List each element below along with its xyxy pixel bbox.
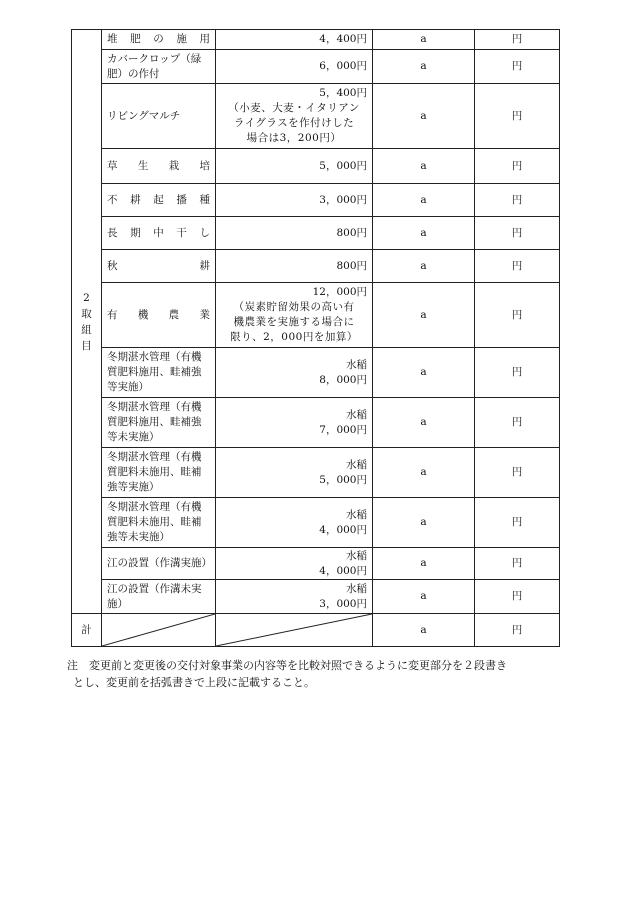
unit-rate: 5，000円	[319, 159, 367, 172]
unit-rate: 水稲	[346, 358, 367, 371]
category-label	[80, 290, 94, 354]
area-unit: a	[373, 614, 475, 647]
yen-unit: 円	[475, 580, 560, 614]
unit-rate: 5，400円	[319, 87, 367, 99]
activity-name: 秋耕	[102, 250, 216, 283]
area-unit: a	[373, 498, 475, 548]
category-cell	[72, 30, 102, 614]
table-row	[72, 548, 560, 580]
unit-rate-cell	[216, 498, 373, 548]
yen-unit: 円	[475, 448, 560, 498]
unit-rate: 4，400円	[319, 33, 367, 45]
area-unit: a	[373, 30, 475, 50]
diagonal-blank-cell	[102, 614, 216, 647]
total-row	[72, 614, 560, 647]
unit-rate-cell	[216, 348, 373, 398]
activity-name: 冬期湛水管理（有機質肥料施用、畦補強等実施）	[102, 348, 216, 398]
table-row	[72, 84, 560, 149]
unit-rate-cell	[216, 184, 373, 217]
unit-rate-cell	[216, 448, 373, 498]
activity-name: 冬期湛水管理（有機質肥料未施用、畦補強等実施）	[102, 448, 216, 498]
unit-rate-cell	[216, 149, 373, 184]
unit-rate: 6，000円	[319, 60, 367, 72]
area-unit: a	[373, 149, 475, 184]
area-unit: a	[373, 448, 475, 498]
unit-rate: 800円	[336, 259, 367, 272]
area-unit: a	[373, 580, 475, 614]
unit-rate: 12，000円	[312, 286, 367, 298]
table-row	[72, 184, 560, 217]
yen-unit: 円	[475, 548, 560, 580]
diagonal-line	[216, 614, 372, 646]
unit-rate-cell	[216, 50, 373, 84]
table-row	[72, 50, 560, 84]
activity-name: 草生栽培	[102, 149, 216, 184]
area-unit: a	[373, 50, 475, 84]
yen-unit: 円	[475, 283, 560, 348]
activity-name: 江の設置（作溝実施）	[102, 548, 216, 580]
category-text: 取組目	[81, 307, 92, 352]
yen-unit: 円	[475, 250, 560, 283]
category-number: 2	[83, 291, 90, 304]
activity-name: 堆肥の施用	[102, 30, 216, 50]
area-unit: a	[373, 283, 475, 348]
area-unit: a	[373, 184, 475, 217]
rate-note: 場合は3，200円）	[246, 132, 342, 144]
table-row	[72, 250, 560, 283]
activity-name: カバークロップ（緑肥）の作付	[102, 50, 216, 84]
unit-rate: 4，000円	[319, 523, 367, 536]
unit-rate-cell	[216, 250, 373, 283]
unit-rate: 水稲	[346, 458, 367, 471]
unit-rate-cell	[216, 30, 373, 50]
table-row	[72, 498, 560, 548]
activity-name: 江の設置（作溝未実施）	[102, 580, 216, 614]
activity-name: リビングマルチ	[102, 84, 216, 149]
unit-rate: 7，000円	[319, 423, 367, 436]
unit-rate: 水稲	[346, 582, 367, 595]
unit-rate: 水稲	[346, 508, 367, 521]
area-unit: a	[373, 84, 475, 149]
area-unit: a	[373, 348, 475, 398]
activity-name: 冬期湛水管理（有機質肥料未施用、畦補強等未実施）	[102, 498, 216, 548]
activity-name: 有機農業	[102, 283, 216, 348]
unit-rate: 3，000円	[319, 193, 367, 206]
diagonal-blank-cell	[216, 614, 373, 647]
table-row	[72, 217, 560, 250]
table-row	[72, 348, 560, 398]
diagonal-line	[102, 614, 215, 646]
activity-name: 長期中干し	[102, 217, 216, 250]
table-row	[72, 398, 560, 448]
footnote-line-1	[67, 657, 567, 674]
activity-name: 不耕起播種	[102, 184, 216, 217]
table-row	[72, 283, 560, 348]
footnote-mark: 注	[67, 659, 78, 672]
unit-rate-cell	[216, 580, 373, 614]
rate-note: ライグラスを作付けした	[233, 117, 355, 129]
rate-note: （炭素貯留効果の高い有	[233, 301, 355, 313]
total-label: 計	[72, 614, 102, 647]
yen-unit: 円	[475, 30, 560, 50]
unit-rate: 3，000円	[319, 597, 367, 610]
activity-name: 冬期湛水管理（有機質肥料施用、畦補強等未実施）	[102, 398, 216, 448]
rate-note: （小麦、大麦・イタリアン	[228, 102, 360, 114]
yen-unit: 円	[475, 398, 560, 448]
table-row	[72, 30, 560, 50]
unit-rate: 水稲	[346, 549, 367, 562]
unit-rate-cell	[216, 84, 373, 149]
footnote-text-1: 変更前と変更後の交付対象事業の内容等を比較対照できるように変更部分を２段書き	[89, 659, 507, 672]
yen-unit: 円	[475, 50, 560, 84]
area-unit: a	[373, 548, 475, 580]
yen-unit: 円	[475, 348, 560, 398]
table-row	[72, 448, 560, 498]
footnote	[67, 657, 567, 691]
unit-rate-cell	[216, 398, 373, 448]
unit-rate: 5，000円	[319, 473, 367, 486]
yen-unit: 円	[475, 498, 560, 548]
rate-note: 限り、2，000円を加算）	[230, 331, 358, 343]
unit-rate-cell	[216, 548, 373, 580]
subsidy-rate-table	[71, 29, 560, 647]
yen-unit: 円	[475, 149, 560, 184]
yen-unit: 円	[475, 217, 560, 250]
unit-rate: 水稲	[346, 408, 367, 421]
unit-rate-cell	[216, 283, 373, 348]
table-row	[72, 149, 560, 184]
area-unit: a	[373, 217, 475, 250]
unit-rate: 8，000円	[319, 373, 367, 386]
table-body	[72, 30, 560, 647]
unit-rate: 4，000円	[319, 564, 367, 577]
unit-rate: 800円	[336, 226, 367, 239]
yen-unit: 円	[475, 614, 560, 647]
area-unit: a	[373, 398, 475, 448]
rate-note: 機農業を実施する場合に	[233, 316, 355, 328]
footnote-line-2: とし、変更前を括弧書きで上段に記載すること。	[73, 676, 315, 689]
unit-rate-cell	[216, 217, 373, 250]
table-row	[72, 580, 560, 614]
yen-unit: 円	[475, 84, 560, 149]
yen-unit: 円	[475, 184, 560, 217]
area-unit: a	[373, 250, 475, 283]
